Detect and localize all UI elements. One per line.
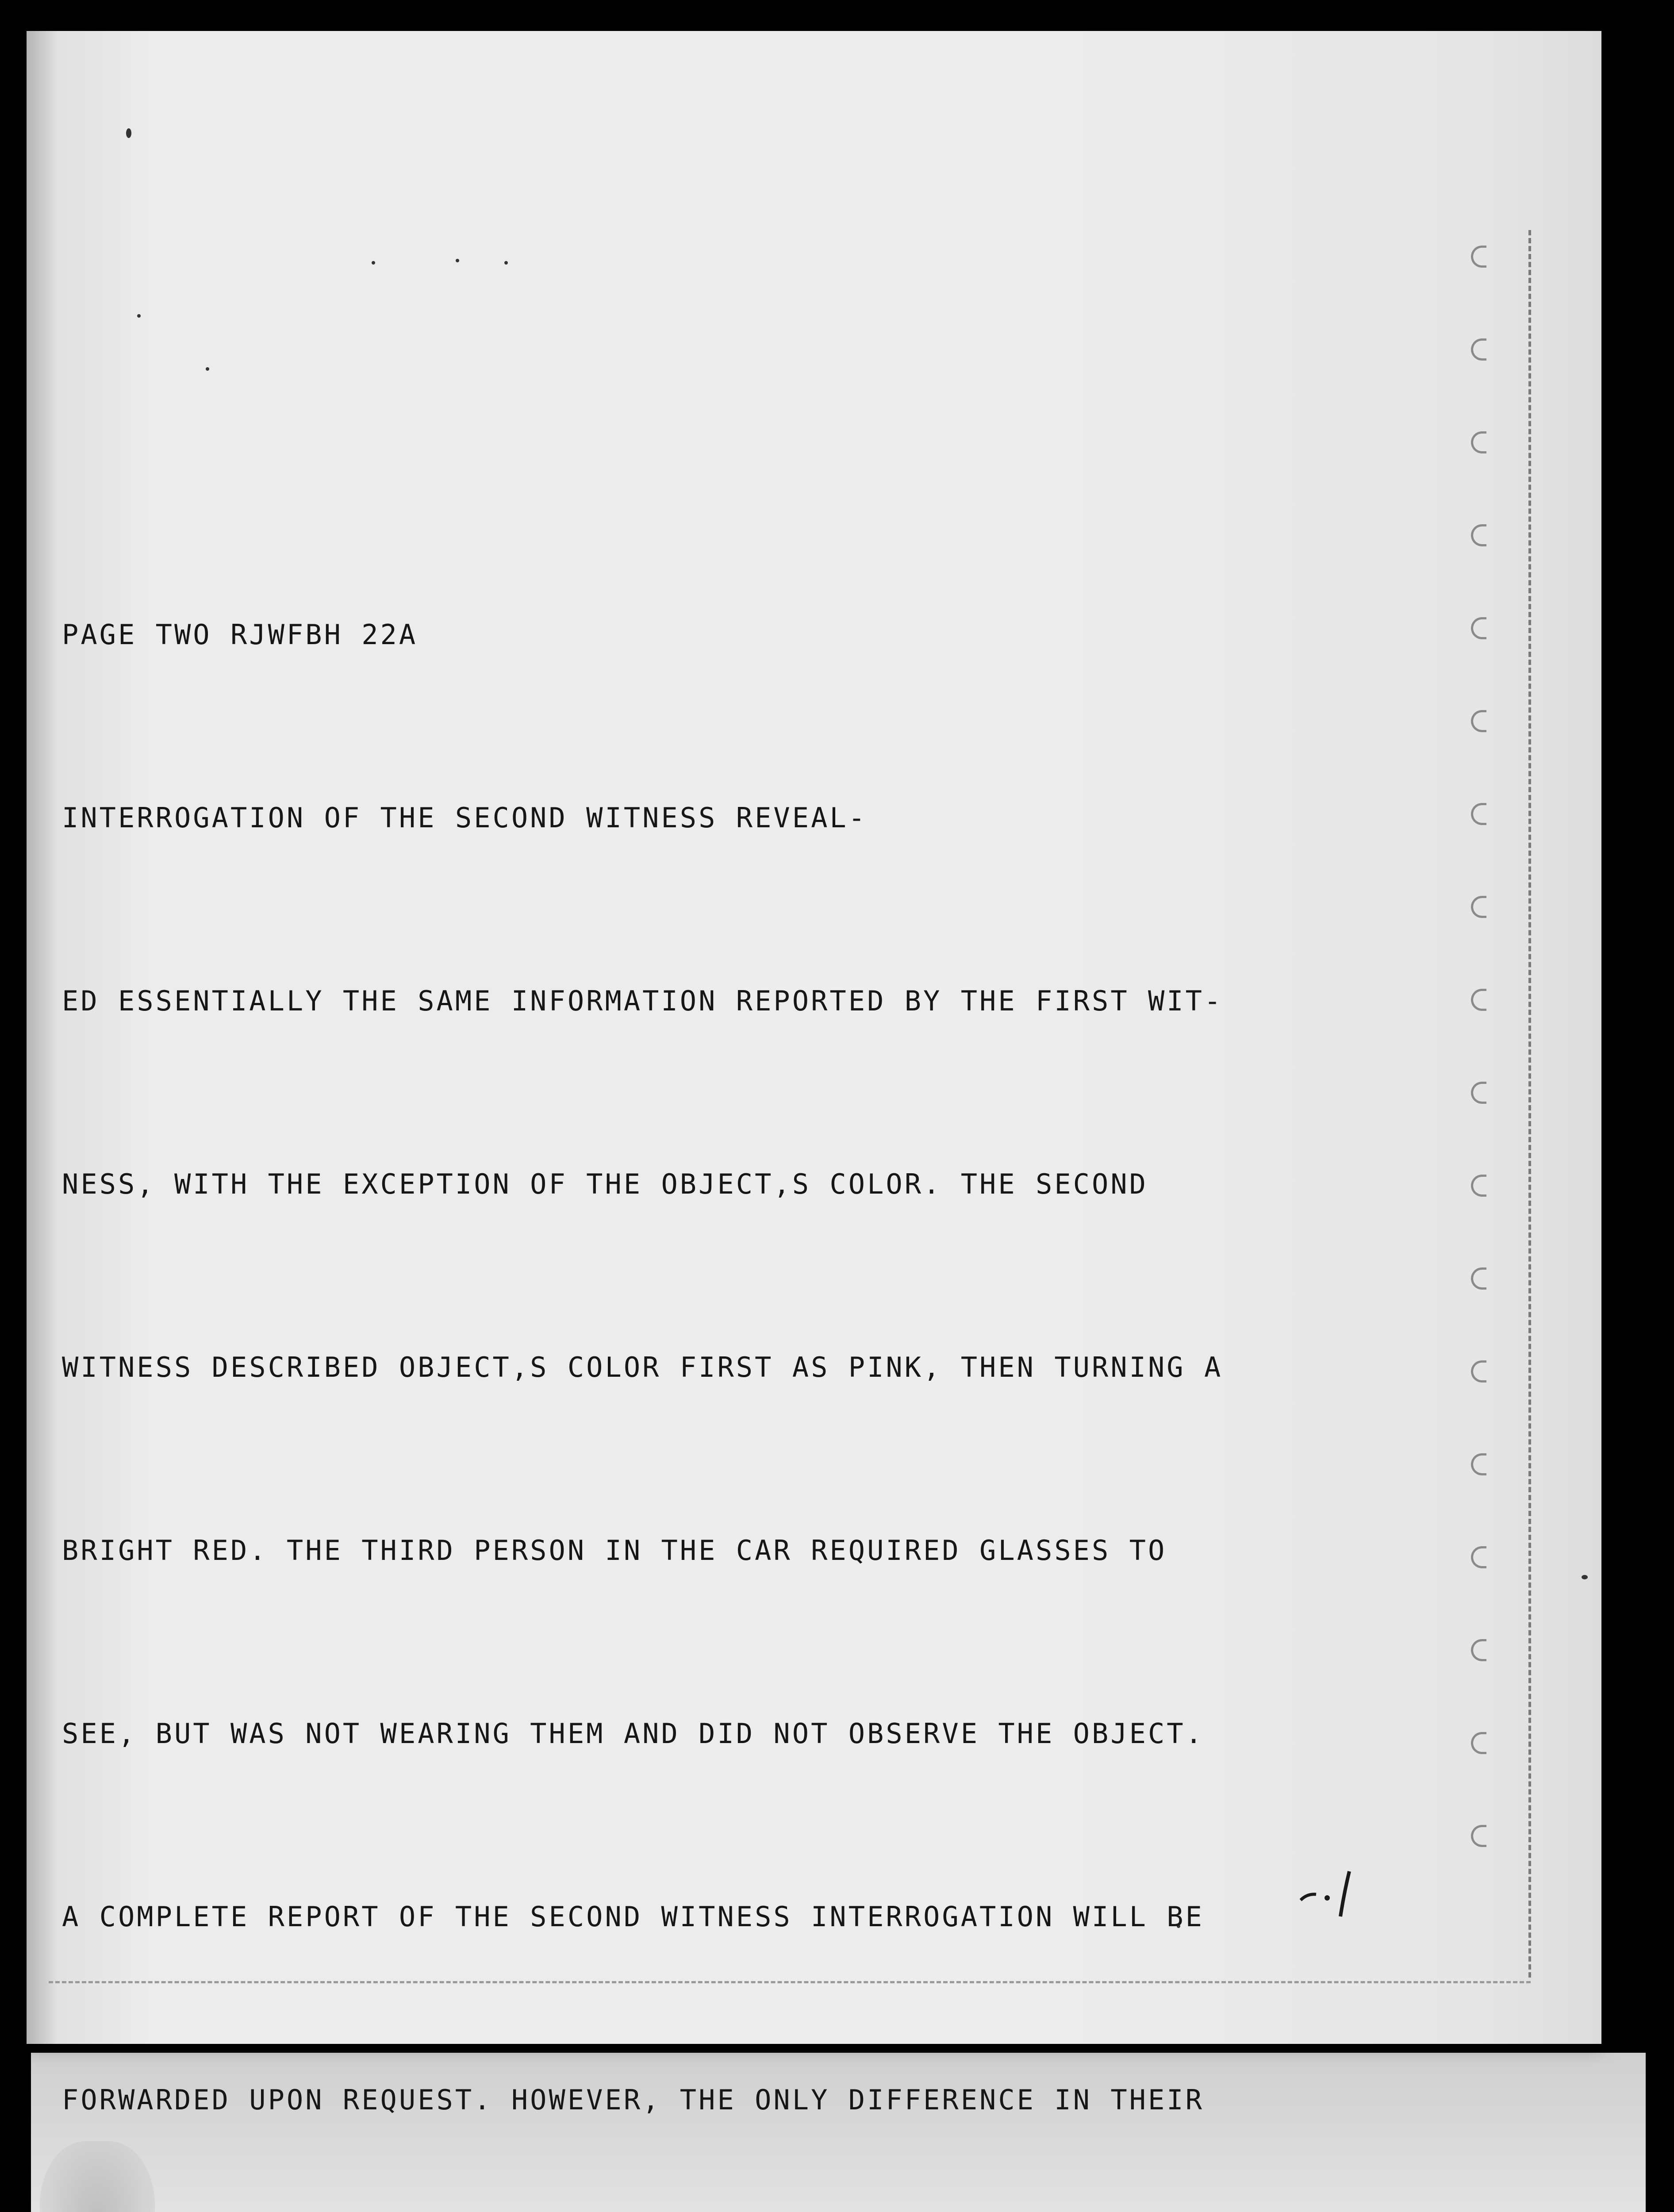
message-line: WITNESS DESCRIBED OBJECT,S COLOR FIRST AS PINK, THEN TURNING A	[62, 1351, 1223, 1383]
message-line: BRIGHT RED. THE THIRD PERSON IN THE CAR REQUIRED GLASSES TO	[62, 1534, 1167, 1567]
dust-speck	[456, 259, 459, 262]
dust-speck	[504, 261, 508, 265]
dust-speck	[1582, 1575, 1588, 1579]
perforation-line	[1528, 230, 1531, 1978]
dust-speck	[137, 314, 141, 318]
message-header-line: PAGE TWO RJWFBH 22A	[62, 618, 418, 651]
message-line: SEE, BUT WAS NOT WEARING THEM AND DID NOT OBSERVE THE OBJECT.	[62, 1717, 1204, 1750]
sheet-left-shadow	[27, 31, 58, 2044]
dust-speck	[126, 128, 131, 138]
message-line: ED ESSENTIALLY THE SAME INFORMATION REPORTED BY THE FIRST WIT-	[62, 985, 1223, 1017]
dust-speck	[372, 261, 375, 265]
message-line: NESS, WITH THE EXCEPTION OF THE OBJECT,S COLOR. THE SECOND	[62, 1168, 1148, 1200]
message-line: INTERROGATION OF THE SECOND WITNESS REVEAL-	[62, 802, 868, 834]
teletype-message	[62, 482, 1478, 2212]
message-line: FORWARDED UPON REQUEST. HOWEVER, THE ONLY DIFFERENCE IN THEIR	[62, 2084, 1204, 2116]
message-line: A COMPLETE REPORT OF THE SECOND WITNESS INTERROGATION WILL BE	[62, 1901, 1204, 1933]
dust-speck	[206, 367, 209, 371]
